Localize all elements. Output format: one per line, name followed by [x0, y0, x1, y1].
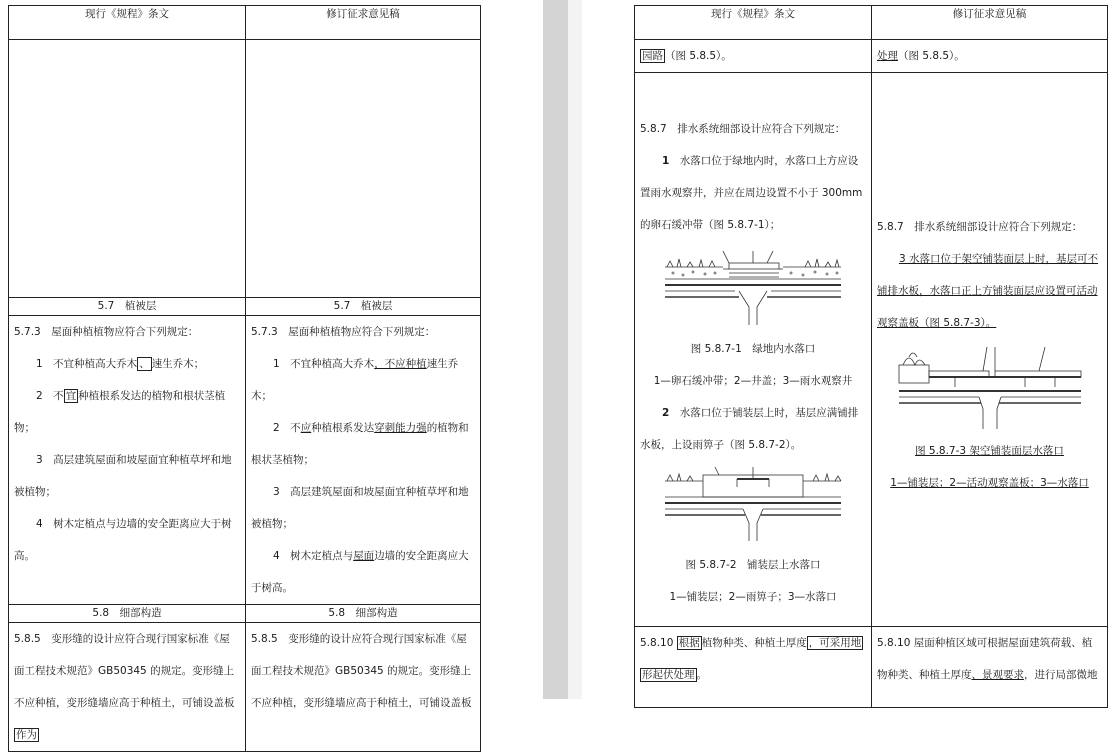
revised-text: 、景观要求 — [971, 669, 1024, 681]
page-gutter-shadow — [568, 0, 582, 699]
continued-current: 园路 （图 5.8.5）。 — [635, 40, 872, 73]
item-2: 2 不应种植根系发达穿刺能力强的植物和根状茎植物； — [251, 422, 469, 466]
item-3: 3 高层建筑屋面和坡屋面宜种植草坪和地被植物； — [14, 454, 232, 498]
header-current: 现行《规程》条文 — [9, 6, 246, 40]
revised-text: 处理 — [877, 50, 898, 62]
left-page — [0, 0, 543, 741]
clause-5-7-3-revised — [246, 316, 481, 605]
clause-5-8-5-revised — [246, 623, 481, 752]
section-5-7-revised: 5.7 植被层 — [246, 298, 481, 316]
revised-text: 应 — [300, 422, 312, 434]
continued-revised: 处理（图 5.8.5）。 — [872, 40, 1108, 73]
section-5-7-current: 5.7 植被层 — [9, 298, 246, 316]
marked-text: 园路 — [642, 50, 663, 62]
item-1: 1 不宜种植高大乔木，不应种植速生乔木； — [251, 358, 459, 402]
blank-cell-revised — [246, 40, 481, 298]
clause-5-8-10-revised: 5.8.10 屋面种植区域可根据屋面建筑荷载、植物种类、种植土厚度、景观要求，进行局部微地 — [872, 627, 1108, 708]
clause-title: 5.8.7 排水系统细部设计应符合下列规定： — [640, 123, 846, 135]
item-2: 2 不 宜 种植根系发达的植物和根状茎植物； — [14, 390, 226, 434]
marked-text: 形起伏处理 — [642, 669, 695, 681]
page-gutter — [543, 0, 568, 699]
figure-5-8-7-3 — [877, 343, 1102, 435]
item-1: 1 水落口位于绿地内时，水落口上方应设置雨水观察井，并应在周边设置不小于 300mm 的卵石缓冲带（图 5.8.7-1）； — [640, 155, 863, 231]
marked-text: 宜 — [65, 390, 77, 402]
right-page — [582, 0, 1113, 699]
clause-text: 5.8.5 变形缝的设计应符合现行国家标准《屋面工程技术规范》GB50345 的规定。变形缝上不应种植，变形缝墙应高于种植土，可铺设盖板 — [14, 633, 235, 709]
clause-5-7-3-current — [9, 316, 246, 605]
right-comparison-table — [634, 5, 1108, 708]
section-5-8-revised: 5.8 细部构造 — [246, 605, 481, 623]
clause-5-8-5-current — [9, 623, 246, 752]
revised-text: ，不应种植 — [374, 358, 427, 370]
item-2: 2 水落口位于铺装层上时，基层应满铺排水板，上设雨箅子（图 5.8.7-2）。 — [640, 407, 859, 451]
item-3: 3 高层建筑屋面和坡屋面宜种植草坪和地被植物； — [251, 486, 469, 530]
marked-text: ，可采用地 — [808, 637, 862, 649]
figure-legend: 1—卵石缓冲带；2—井盖；3—雨水观察井 — [653, 375, 853, 387]
clause-title: 5.7.3 屋面种植植物应符合下列规定： — [14, 326, 199, 338]
clause-title: 5.7.3 屋面种植植物应符合下列规定： — [251, 326, 436, 338]
figure-caption: 图 5.8.7-1 绿地内水落口 — [690, 343, 816, 355]
marked-text: 、 — [139, 358, 150, 370]
item-3: 3 水落口位于架空铺装面层上时，基层可不铺排水板，水落口正上方铺装面层应设置可活动观察盖板（图 5.8.7-3）。 — [877, 253, 1099, 329]
green-area-drain-drawing — [663, 245, 843, 333]
left-comparison-table — [8, 5, 481, 752]
clause-title: 5.8.7 排水系统细部设计应符合下列规定： — [877, 221, 1083, 233]
paving-drain-drawing — [663, 465, 843, 549]
header-revised: 修订征求意见稿 — [872, 6, 1108, 40]
figure-legend: 1—铺装层；2—活动观察盖板；3—水落口 — [890, 477, 1089, 489]
figure-caption: 图 5.8.7-3 架空铺装面层水落口 — [915, 445, 1064, 457]
item-4: 4 树木定植点与屋面边墙的安全距离应大于树高。 — [251, 550, 469, 594]
blank-cell-current — [9, 40, 246, 298]
marked-text: 作为 — [16, 729, 37, 741]
header-revised: 修订征求意见稿 — [246, 6, 481, 40]
figure-5-8-7-1 — [640, 245, 866, 333]
revised-text: 穿刺能力强 — [374, 422, 427, 434]
section-5-8-current: 5.8 细部构造 — [9, 605, 246, 623]
item-4: 4 树木定植点与边墙的安全距离应大于树高。 — [14, 518, 232, 562]
clause-5-8-7-revised — [872, 73, 1108, 627]
revised-text: 屋面 — [353, 550, 375, 562]
figure-5-8-7-2 — [640, 465, 866, 549]
header-current: 现行《规程》条文 — [635, 6, 872, 40]
figure-caption: 图 5.8.7-2 铺装层上水落口 — [685, 559, 821, 571]
marked-text: 根据 — [678, 637, 700, 649]
item-1: 1 不宜种植高大乔木 、 速生乔木； — [36, 358, 205, 370]
clause-5-8-10-current: 5.8.10 根据 植物种类、种植土厚度 ，可采用地形起伏处理 。 — [635, 627, 872, 708]
clause-5-8-7-current — [635, 73, 872, 627]
clause-text: 5.8.5 变形缝的设计应符合现行国家标准《屋面工程技术规范》GB50345 的规定。变形缝上不应种植，变形缝墙应高于种植土，可铺设盖板 — [251, 633, 472, 709]
figure-legend: 1—铺装层；2—雨箅子；3—水落口 — [669, 591, 837, 603]
raised-paving-drain-drawing — [895, 343, 1085, 435]
